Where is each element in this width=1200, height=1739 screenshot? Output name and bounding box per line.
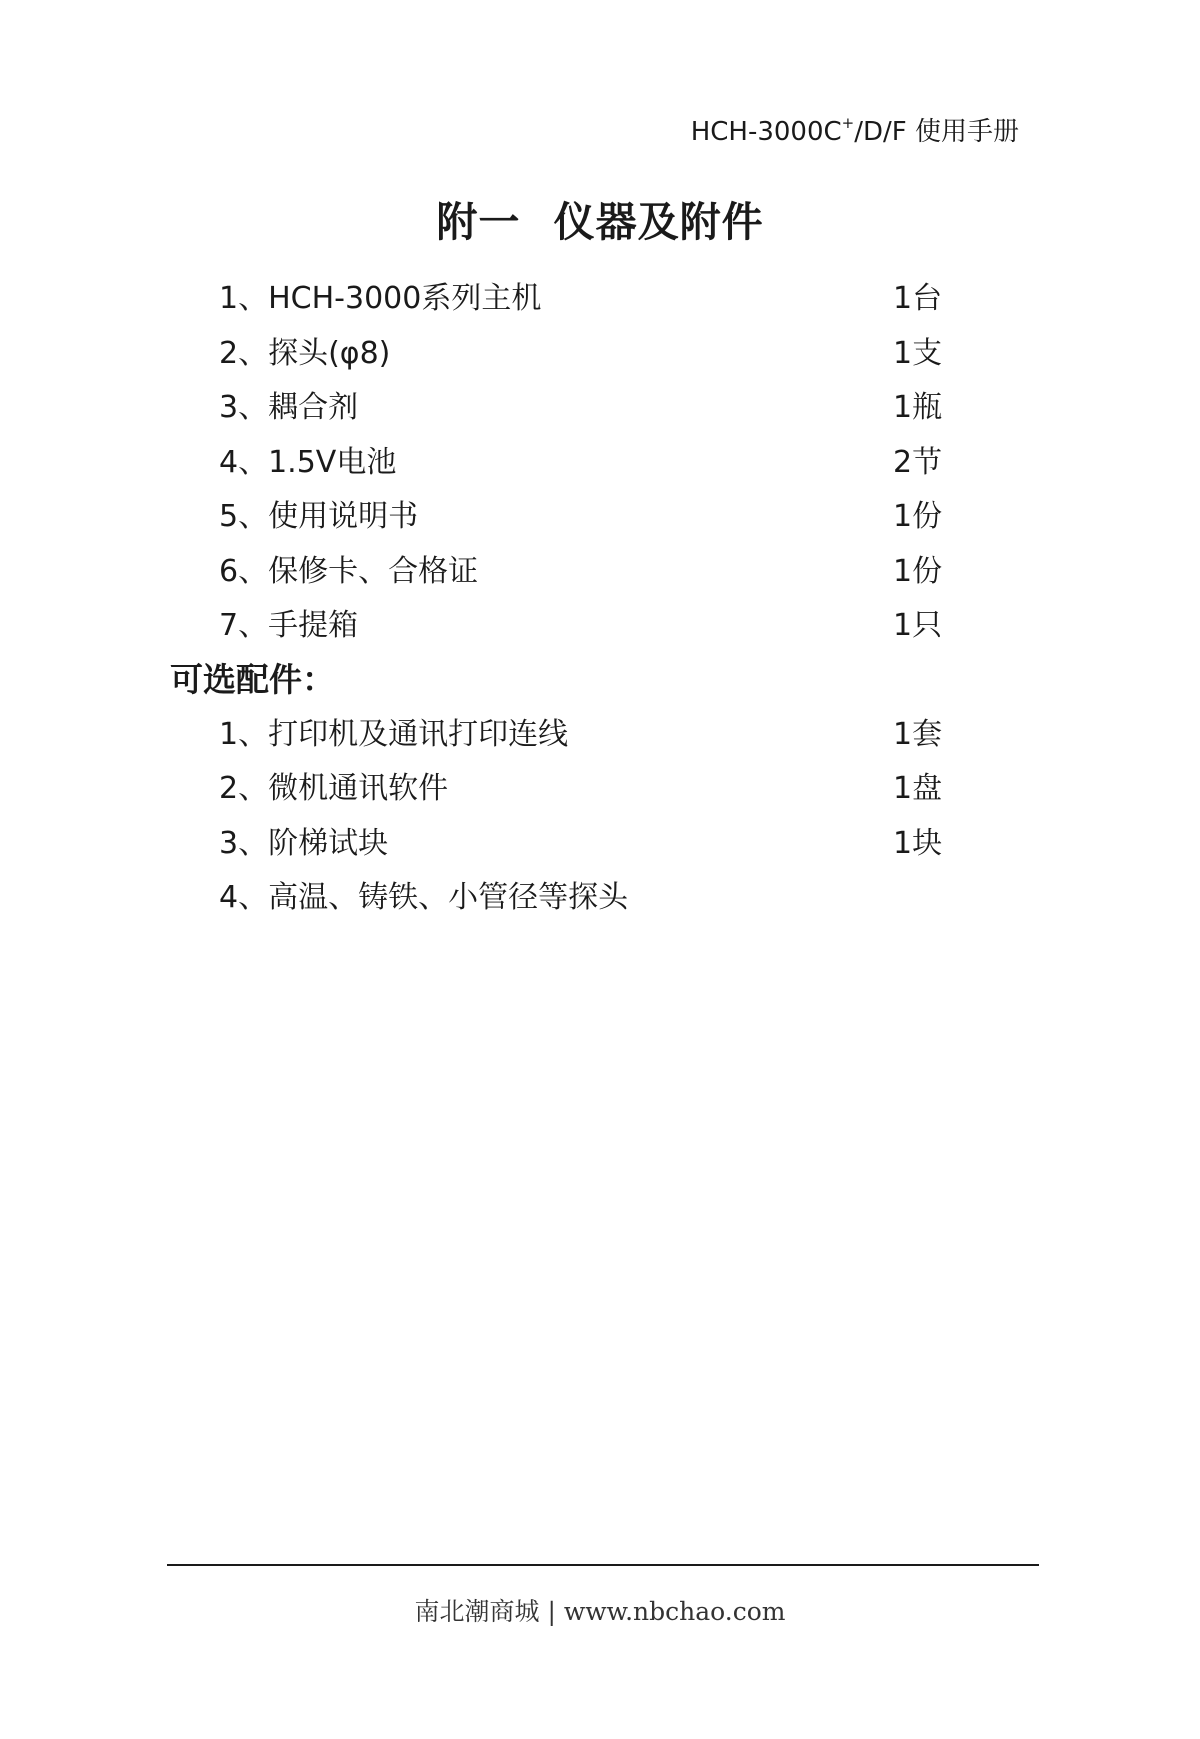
item-quantity: 1台 bbox=[893, 281, 943, 316]
item-quantity: 1瓶 bbox=[893, 390, 943, 425]
header-model-suffix: /D/F 使用手册 bbox=[854, 117, 1019, 147]
header-model-prefix: HCH-3000C bbox=[690, 117, 842, 147]
item-name: 1、打印机及通讯打印连线 bbox=[219, 717, 569, 752]
list-item bbox=[0, 874, 1200, 922]
item-name: 5、使用说明书 bbox=[219, 499, 419, 534]
list-item bbox=[0, 548, 1200, 596]
list-item bbox=[0, 820, 1200, 868]
header-model-superscript: + bbox=[841, 114, 855, 132]
item-name: 2、微机通讯软件 bbox=[219, 771, 449, 806]
item-quantity: 1块 bbox=[893, 826, 943, 861]
list-item bbox=[0, 602, 1200, 650]
footer-divider bbox=[167, 1564, 1039, 1566]
item-name: 3、阶梯试块 bbox=[219, 826, 389, 861]
running-header bbox=[691, 116, 1019, 148]
item-quantity: 1套 bbox=[893, 717, 943, 752]
item-name: 4、高温、铸铁、小管径等探头 bbox=[219, 880, 629, 915]
item-name: 3、耦合剂 bbox=[219, 390, 359, 425]
page-title: 附一 仪器及附件 bbox=[436, 198, 764, 246]
optional-accessories-heading: 可选配件： bbox=[170, 660, 335, 699]
item-name: 2、探头(φ8) bbox=[219, 336, 391, 371]
list-item bbox=[0, 765, 1200, 813]
footer-text: 南北潮商城 | www.nbchao.com bbox=[414, 1597, 786, 1626]
item-name: 4、1.5V电池 bbox=[219, 445, 397, 480]
list-item bbox=[0, 493, 1200, 541]
item-quantity: 1份 bbox=[893, 554, 943, 589]
item-quantity: 1只 bbox=[893, 608, 943, 643]
item-quantity: 1支 bbox=[893, 336, 943, 371]
list-item bbox=[0, 384, 1200, 432]
list-item bbox=[0, 439, 1200, 487]
item-name: 6、保修卡、合格证 bbox=[219, 554, 479, 589]
list-item bbox=[0, 330, 1200, 378]
item-name: 7、手提箱 bbox=[219, 608, 359, 643]
list-item bbox=[0, 275, 1200, 323]
item-name: 1、HCH-3000系列主机 bbox=[219, 281, 542, 316]
item-quantity: 1份 bbox=[893, 499, 943, 534]
list-item bbox=[0, 711, 1200, 759]
item-quantity: 1盘 bbox=[893, 771, 943, 806]
item-quantity: 2节 bbox=[893, 445, 943, 480]
